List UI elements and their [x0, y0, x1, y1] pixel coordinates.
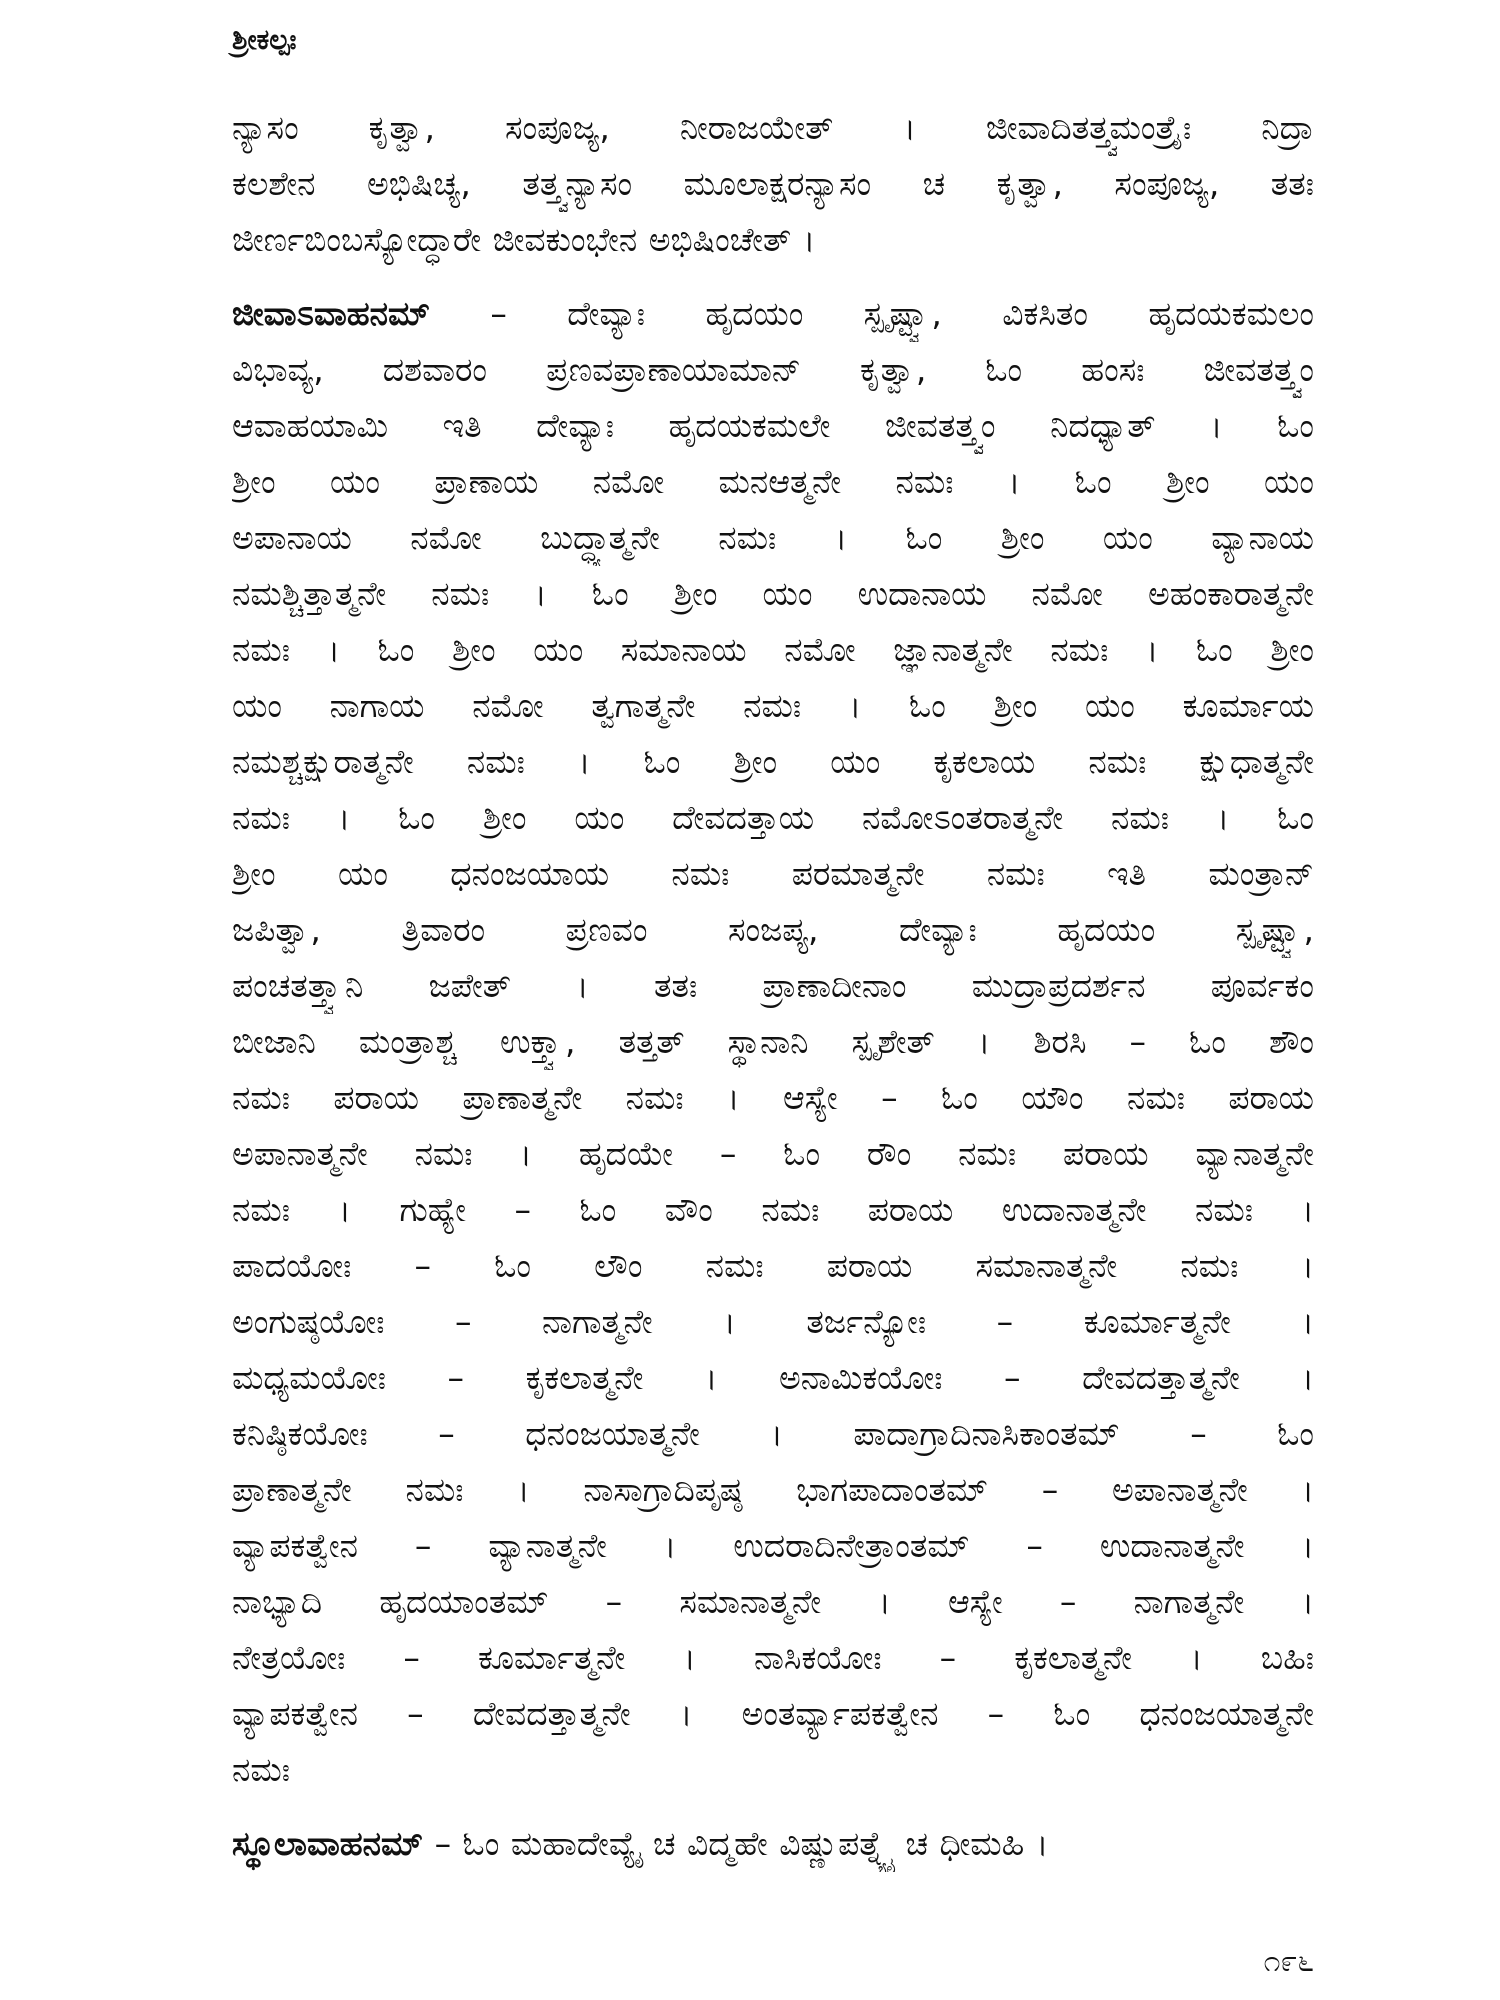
text-line: ಕಲಶೇನ ಅಭಿಷಿಚ್ಯ, ತತ್ತ್ವನ್ಯಾಸಂ ಮೂಲಾಕ್ಷರನ್ಯಾಸಂ ಚ ಕೃತ್ವಾ, ಸಂಪೂಜ್ಯ, ತತಃ: [232, 164, 1314, 203]
text-line: [232, 286, 1314, 342]
text-line: ನ್ಯಾಸಂ ಕೃತ್ವಾ, ಸಂಪೂಜ್ಯ, ನೀರಾಜಯೇತ್ । ಜೀವಾದಿತತ್ತ್ವಮಂತ್ರೈಃ ನಿದ್ರಾ: [232, 108, 1314, 147]
body-text: [232, 100, 1314, 1890]
text-line: ನಮಶ್ಚಕ್ಷುರಾತ್ಮನೇ ನಮಃ । ಓಂ ಶ್ರೀಂ ಯಂ ಕೃಕಲಾಯ ನಮಃ ಕ್ಷುಧಾತ್ಮನೇ: [232, 742, 1314, 781]
text-line: ನಮಃ: [232, 1750, 290, 1789]
text-line: ಜೀರ್ಣಬಿಂಬಸ್ಯೋದ್ಧಾರೇ ಜೀವಕುಂಭೇನ ಅಭಿಷಿಂಚೇತ್ ।: [232, 220, 816, 259]
text-line: ಪಾದಯೋಃ – ಓಂ ಲೌಂ ನಮಃ ಪರಾಯ ಸಮಾನಾತ್ಮನೇ ನಮಃ ।: [232, 1246, 1314, 1285]
text-segment: – ದೇವ್ಯಾಃ ಹೃದಯಂ ಸ್ಪೃಷ್ಟ್ವಾ, ವಿಕಸಿತಂ ಹೃದಯಕಮಲಂ: [430, 294, 1314, 333]
section-heading: ಸ್ಥೂಲಾವಾಹನಮ್: [232, 1824, 424, 1863]
section-heading: ಜೀವಾಽವಾಹನಮ್: [232, 294, 431, 333]
text-line: ಆವಾಹಯಾಮಿ ಇತಿ ದೇವ್ಯಾಃ ಹೃದಯಕಮಲೇ ಜೀವತತ್ತ್ವಂ ನಿದಧ್ಯಾತ್ । ಓಂ: [232, 406, 1314, 445]
text-line: ಬೀಜಾನಿ ಮಂತ್ರಾಶ್ಚ ಉಕ್ತ್ವಾ, ತತ್ತತ್ ಸ್ಥಾನಾನಿ ಸ್ಪೃಶೇತ್ । ಶಿರಸಿ – ಓಂ ಶೌಂ: [232, 1022, 1314, 1061]
text-line: ವಿಭಾವ್ಯ, ದಶವಾರಂ ಪ್ರಣವಪ್ರಾಣಾಯಾಮಾನ್ ಕೃತ್ವಾ, ಓಂ ಹಂಸಃ ಜೀವತತ್ತ್ವಂ: [232, 350, 1314, 389]
text-line: ವ್ಯಾಪಕತ್ವೇನ – ದೇವದತ್ತಾತ್ಮನೇ । ಅಂತರ್ವ್ಯಾಪಕತ್ವೇನ – ಓಂ ಧನಂಜಯಾತ್ಮನೇ: [232, 1694, 1314, 1733]
text-line: ನಮಃ ಪರಾಯ ಪ್ರಾಣಾತ್ಮನೇ ನಮಃ । ಆಸ್ಯೇ – ಓಂ ಯೌಂ ನಮಃ ಪರಾಯ: [232, 1078, 1314, 1117]
text-line: ಅಪಾನಾತ್ಮನೇ ನಮಃ । ಹೃದಯೇ – ಓಂ ರೌಂ ನಮಃ ಪರಾಯ ವ್ಯಾನಾತ್ಮನೇ: [232, 1134, 1314, 1173]
text-line: ಪಂಚತತ್ತ್ವಾನಿ ಜಪೇತ್ । ತತಃ ಪ್ರಾಣಾದೀನಾಂ ಮುದ್ರಾಪ್ರದರ್ಶನ ಪೂರ್ವಕಂ: [232, 966, 1314, 1005]
text-line: ನಮಃ । ಓಂ ಶ್ರೀಂ ಯಂ ದೇವದತ್ತಾಯ ನಮೋಽಂತರಾತ್ಮನೇ ನಮಃ । ಓಂ: [232, 798, 1314, 837]
paragraph: [232, 286, 1314, 1798]
text-line: ಕನಿಷ್ಠಿಕಯೋಃ – ಧನಂಜಯಾತ್ಮನೇ । ಪಾದಾಗ್ರಾದಿನಾಸಿಕಾಂತಮ್ – ಓಂ: [232, 1414, 1314, 1453]
text-line: ನಮಶ್ಚಿತ್ತಾತ್ಮನೇ ನಮಃ । ಓಂ ಶ್ರೀಂ ಯಂ ಉದಾನಾಯ ನಮೋ ಅಹಂಕಾರಾತ್ಮನೇ: [232, 574, 1314, 613]
text-line: ನಮಃ । ಓಂ ಶ್ರೀಂ ಯಂ ಸಮಾನಾಯ ನಮೋ ಜ್ಞಾನಾತ್ಮನೇ ನಮಃ । ಓಂ ಶ್ರೀಂ: [232, 630, 1314, 669]
text-line: ವ್ಯಾಪಕತ್ವೇನ – ವ್ಯಾನಾತ್ಮನೇ । ಉದರಾದಿನೇತ್ರಾಂತಮ್ – ಉದಾನಾತ್ಮನೇ ।: [232, 1526, 1314, 1565]
text-line: ಪ್ರಾಣಾತ್ಮನೇ ನಮಃ । ನಾಸಾಗ್ರಾದಿಪೃಷ್ಠ ಭಾಗಪಾದಾಂತಮ್ – ಅಪಾನಾತ್ಮನೇ ।: [232, 1470, 1314, 1509]
text-line: ಮಧ್ಯಮಯೋಃ – ಕೃಕಲಾತ್ಮನೇ । ಅನಾಮಿಕಯೋಃ – ದೇವದತ್ತಾತ್ಮನೇ ।: [232, 1358, 1314, 1397]
page-number: ೧೯೬: [1263, 1944, 1314, 1979]
text-line: ನಮಃ । ಗುಹ್ಯೇ – ಓಂ ವೌಂ ನಮಃ ಪರಾಯ ಉದಾನಾತ್ಮನೇ ನಮಃ ।: [232, 1190, 1314, 1229]
text-line: ನೇತ್ರಯೋಃ – ಕೂರ್ಮಾತ್ಮನೇ । ನಾಸಿಕಯೋಃ – ಕೃಕಲಾತ್ಮನೇ । ಬಹಿಃ: [232, 1638, 1314, 1677]
text-line: ಅಪಾನಾಯ ನಮೋ ಬುದ್ಧ್ಯಾತ್ಮನೇ ನಮಃ । ಓಂ ಶ್ರೀಂ ಯಂ ವ್ಯಾನಾಯ: [232, 518, 1314, 557]
text-line: ಯಂ ನಾಗಾಯ ನಮೋ ತ್ವಗಾತ್ಮನೇ ನಮಃ । ಓಂ ಶ್ರೀಂ ಯಂ ಕೂರ್ಮಾಯ: [232, 686, 1314, 725]
paragraph: [232, 100, 1314, 268]
text-line: [232, 1816, 1314, 1872]
text-line: ಶ್ರೀಂ ಯಂ ಪ್ರಾಣಾಯ ನಮೋ ಮನಆತ್ಮನೇ ನಮಃ । ಓಂ ಶ್ರೀಂ ಯಂ: [232, 462, 1314, 501]
text-line: ಅಂಗುಷ್ಠಯೋಃ – ನಾಗಾತ್ಮನೇ । ತರ್ಜನ್ಯೋಃ – ಕೂರ್ಮಾತ್ಮನೇ ।: [232, 1302, 1314, 1341]
text-line: ಜಪಿತ್ವಾ, ತ್ರಿವಾರಂ ಪ್ರಣವಂ ಸಂಜಪ್ಯ, ದೇವ್ಯಾಃ ಹೃದಯಂ ಸ್ಪೃಷ್ಟ್ವಾ,: [232, 910, 1314, 949]
text-line: ನಾಭ್ಯಾದಿ ಹೃದಯಾಂತಮ್ – ಸಮಾನಾತ್ಮನೇ । ಆಸ್ಯೇ – ನಾಗಾತ್ಮನೇ ।: [232, 1582, 1314, 1621]
paragraph: [232, 1816, 1314, 1872]
text-line: ಶ್ರೀಂ ಯಂ ಧನಂಜಯಾಯ ನಮಃ ಪರಮಾತ್ಮನೇ ನಮಃ ಇತಿ ಮಂತ್ರಾನ್: [232, 854, 1314, 893]
text-segment: – ಓಂ ಮಹಾದೇವ್ಯೈ ಚ ವಿದ್ಮಹೇ ವಿಷ್ಣುಪತ್ನ್ಯೈ ಚ ಧೀಮಹಿ ।: [423, 1824, 1049, 1863]
running-head: ಶ್ರೀಕಲ್ಪಃ: [232, 23, 297, 56]
